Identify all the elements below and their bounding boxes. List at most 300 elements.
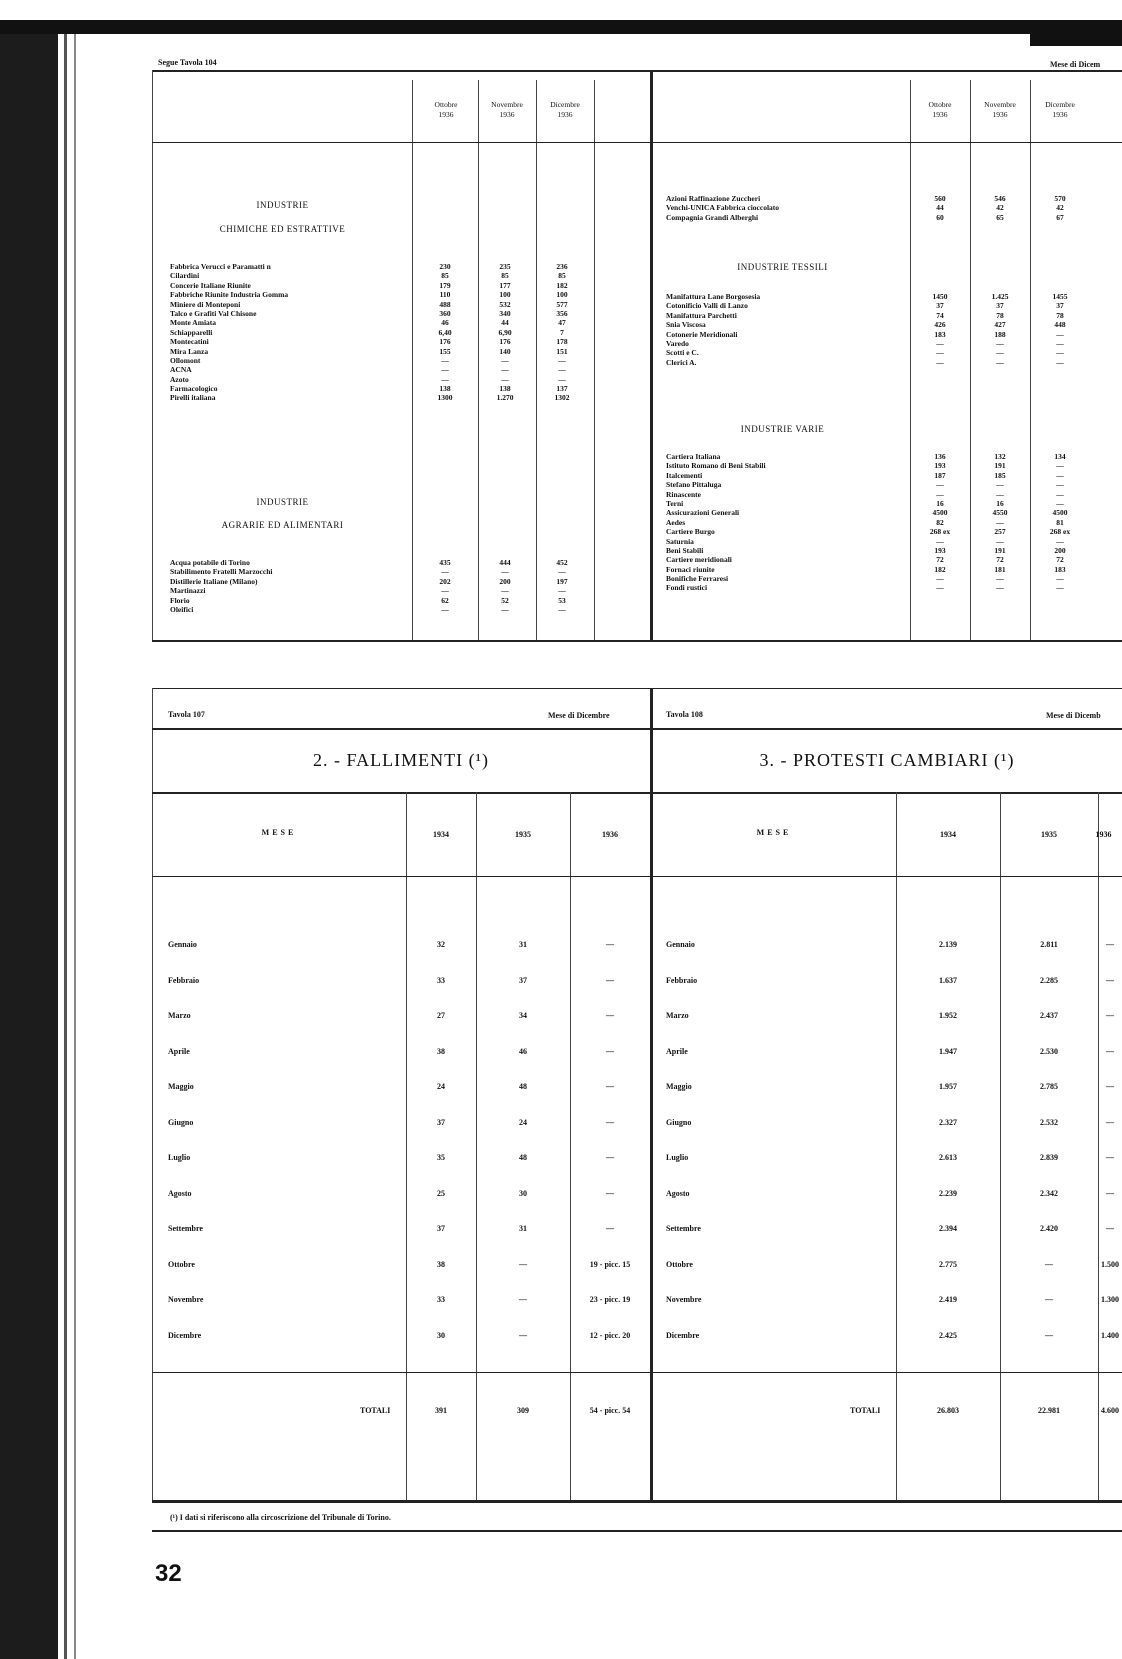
row-value: 138	[439, 384, 451, 394]
row-value: 181	[994, 564, 1006, 574]
row-value: 188	[994, 329, 1006, 339]
month-value: 34	[519, 1011, 527, 1020]
month-label: Dicembre	[666, 1330, 700, 1340]
row-value: —	[996, 536, 1004, 546]
fallimenti-col-mese: MESE	[261, 828, 297, 837]
month-value: —	[606, 940, 614, 949]
row-label: Florio	[170, 595, 190, 605]
table-row	[666, 537, 1106, 546]
fallimenti-year-1934: 1934	[433, 830, 449, 839]
row-value: 182	[556, 280, 568, 290]
row-value: —	[936, 480, 944, 490]
row-value: 268 ex	[929, 527, 951, 537]
row-label: Fabbrica Verucci e Paramatti n	[170, 262, 271, 271]
row-label: Mira Lanza	[170, 346, 209, 356]
row-value: 4500	[1052, 508, 1068, 518]
row-value: 452	[556, 558, 568, 567]
table-row	[170, 281, 590, 290]
row-value: 193	[934, 545, 946, 555]
row-value: 200	[499, 576, 511, 586]
month-value: 24	[437, 1082, 445, 1091]
row-value: 532	[499, 299, 511, 309]
footnote: (¹) I dati si riferiscono alla circoscrizione del Tribunale di Torino.	[170, 1513, 391, 1522]
month-value: 1.952	[939, 1011, 957, 1020]
table-row	[666, 574, 1106, 583]
row-label: Stefano Pittaluga	[666, 480, 722, 490]
month-label: Agosto	[168, 1188, 192, 1198]
row-value: 44	[936, 203, 944, 213]
table-row	[170, 356, 590, 365]
month-value: —	[519, 1330, 527, 1340]
table-row	[666, 471, 1106, 480]
row-value: 1.425	[991, 292, 1009, 301]
tessili-list	[666, 292, 1106, 367]
month-value: 1.947	[939, 1046, 957, 1056]
month-value: —	[1045, 1295, 1053, 1304]
table-row	[170, 365, 590, 374]
month-value: 35	[437, 1153, 445, 1162]
row-value: 155	[439, 346, 451, 356]
row-label: Azioni Raffinazione Zuccheri	[666, 194, 761, 203]
fallimenti-total-1935: 309	[517, 1406, 529, 1415]
row-value: —	[441, 586, 449, 596]
month-value: 2.139	[939, 940, 957, 949]
row-value: 72	[996, 555, 1004, 565]
row-value: 236	[556, 262, 568, 271]
top-border-right	[1030, 20, 1122, 46]
section-title: INDUSTRIE	[256, 200, 309, 210]
row-value: 577	[556, 299, 568, 309]
protesti-total-1936: 4.600	[1101, 1406, 1119, 1415]
left-rule-thin	[74, 34, 76, 1659]
row-value: —	[558, 355, 566, 365]
lower-top-rule	[152, 688, 1122, 689]
protesti-col-mese: MESE	[756, 828, 792, 837]
month-label: Maggio	[666, 1082, 692, 1091]
row-value: 67	[1056, 212, 1064, 222]
varie-list	[666, 452, 1106, 593]
row-value: —	[996, 574, 1004, 584]
month-value: 2.613	[939, 1153, 957, 1162]
table-row	[170, 262, 590, 271]
row-label: Fondi rustici	[666, 583, 708, 593]
month-value: —	[1106, 975, 1114, 985]
month-value: 1.957	[939, 1082, 957, 1091]
row-value: 185	[994, 470, 1006, 480]
row-label: Cotonerie Meridionali	[666, 329, 738, 339]
month-label: Marzo	[666, 1011, 689, 1020]
section-title: INDUSTRIE	[256, 497, 309, 507]
table-row	[170, 337, 590, 346]
row-value: —	[501, 567, 509, 577]
month-value: —	[1045, 1330, 1053, 1340]
row-value: 546	[994, 194, 1006, 203]
fallimenti-year-1935: 1935	[515, 830, 531, 839]
row-value: —	[441, 374, 449, 384]
table-row	[666, 461, 1106, 470]
section-title: INDUSTRIE TESSILI	[737, 262, 828, 272]
table-row	[666, 480, 1106, 489]
row-value: —	[501, 374, 509, 384]
row-value: 52	[501, 595, 509, 605]
row-label: Snia Viscosa	[666, 320, 706, 330]
month-value: 48	[519, 1153, 527, 1162]
row-value: 81	[1056, 517, 1064, 527]
month-value: —	[606, 1046, 614, 1056]
row-value: 570	[1054, 194, 1066, 203]
row-label: Cilardini	[170, 271, 200, 281]
row-label: Saturnia	[666, 536, 694, 546]
row-value: 137	[556, 384, 568, 394]
month-label: Aprile	[168, 1046, 190, 1056]
row-value: 444	[499, 558, 511, 567]
table-row	[666, 292, 1106, 301]
row-label: Manifattura Parchetti	[666, 310, 737, 320]
table-row	[666, 546, 1106, 555]
tavola-107: Tavola 107	[168, 710, 205, 719]
row-value: 191	[994, 545, 1006, 555]
month-value: —	[606, 1224, 614, 1233]
row-value: —	[1056, 574, 1064, 584]
month-value: —	[519, 1259, 527, 1269]
table-row	[170, 271, 590, 280]
bottom-rule	[152, 1500, 1122, 1503]
table-row	[170, 328, 590, 337]
row-value: 42	[1056, 203, 1064, 213]
row-value: 140	[499, 346, 511, 356]
row-label: ACNA	[170, 365, 192, 375]
row-value: 6,40	[438, 327, 452, 337]
table-row	[666, 320, 1106, 329]
row-value: 100	[556, 290, 568, 300]
month-label: Settembre	[666, 1224, 701, 1233]
row-label: Talco e Grafiti Val Chisone	[170, 308, 257, 318]
table-row	[666, 203, 1106, 212]
row-value: —	[996, 348, 1004, 358]
row-value: 435	[439, 558, 451, 567]
month-value: 38	[437, 1046, 445, 1056]
month-value: 30	[437, 1330, 445, 1340]
row-value: —	[441, 604, 449, 614]
month-value: 2.839	[1040, 1153, 1058, 1162]
row-label: Cotonificio Valli di Lanzo	[666, 301, 748, 311]
month-value: 37	[437, 1117, 445, 1127]
lower-middle-divider	[650, 688, 653, 1503]
row-value: —	[1056, 357, 1064, 367]
row-value: —	[558, 586, 566, 596]
protesti-year-1935: 1935	[1041, 830, 1057, 839]
row-label: Distillerie Italiane (Milano)	[170, 576, 258, 586]
month-value: 37	[519, 975, 527, 985]
fallimenti-year-1936: 1936	[602, 830, 618, 839]
row-value: 4500	[932, 508, 948, 518]
row-value: —	[441, 355, 449, 365]
row-value: 16	[936, 498, 944, 508]
row-value: —	[501, 355, 509, 365]
year-header-rule	[152, 876, 1122, 877]
month-value: 2.775	[939, 1259, 957, 1269]
row-label: Miniere di Monteponi	[170, 299, 241, 309]
header-left: Segue Tavola 104	[158, 58, 217, 67]
month-value: 23 - picc. 19	[589, 1295, 631, 1304]
ul-col-1: Ottobre 1936	[434, 100, 458, 119]
row-value: 202	[439, 576, 451, 586]
row-value: —	[1056, 329, 1064, 339]
row-label: Scotti e C.	[666, 348, 699, 358]
month-label: Ottobre	[168, 1259, 195, 1269]
row-value: 46	[441, 318, 449, 328]
row-value: —	[936, 357, 944, 367]
row-value: 257	[994, 527, 1006, 537]
row-value: 340	[499, 308, 511, 318]
row-value: 6,90	[498, 327, 512, 337]
row-value: 360	[439, 308, 451, 318]
month-value: 30	[519, 1188, 527, 1198]
row-value: —	[1056, 461, 1064, 471]
section-title: INDUSTRIE VARIE	[740, 424, 825, 434]
row-value: 44	[501, 318, 509, 328]
row-value: 42	[996, 203, 1004, 213]
month-label: Aprile	[666, 1046, 688, 1056]
row-value: 7	[560, 327, 564, 337]
row-label: Manifattura Lane Borgosesia	[666, 292, 761, 301]
upper-bottom-rule	[152, 640, 1122, 642]
row-value: —	[996, 480, 1004, 490]
row-value: —	[936, 574, 944, 584]
month-label: Gennaio	[666, 940, 695, 949]
table-row	[170, 375, 590, 384]
row-value: 427	[994, 320, 1006, 330]
col-sep	[1000, 792, 1001, 1503]
month-value: 2.394	[939, 1224, 957, 1233]
ul-col-2: Novembre 1936	[491, 100, 523, 119]
row-value: —	[1056, 536, 1064, 546]
row-value: —	[1056, 338, 1064, 348]
row-value: 182	[934, 564, 946, 574]
col-sep	[1098, 792, 1099, 1503]
month-value: 25	[437, 1188, 445, 1198]
table-row	[170, 567, 590, 576]
section-subtitle: CHIMICHE ED ESTRATTIVE	[219, 224, 346, 234]
row-value: —	[996, 489, 1004, 499]
row-value: 65	[996, 212, 1004, 222]
row-value: —	[936, 536, 944, 546]
row-value: 488	[439, 299, 451, 309]
row-label: Oleifici	[170, 604, 194, 614]
month-value: 1.400	[1101, 1330, 1119, 1340]
month-value: 2.342	[1040, 1188, 1058, 1198]
month-value: —	[1106, 1082, 1114, 1091]
tavola-108: Tavola 108	[666, 710, 703, 719]
col-sep	[476, 792, 477, 1503]
month-value: —	[1106, 940, 1114, 949]
month-label: Marzo	[168, 1011, 191, 1020]
month-value: —	[1106, 1188, 1114, 1198]
month-value: 37	[437, 1224, 445, 1233]
row-value: —	[558, 604, 566, 614]
row-value: 132	[994, 452, 1006, 461]
row-value: 183	[934, 329, 946, 339]
table-row	[666, 452, 1106, 461]
row-value: —	[996, 338, 1004, 348]
month-value: —	[606, 975, 614, 985]
table-row	[666, 311, 1106, 320]
row-label: Rinascente	[666, 489, 701, 499]
fallimenti-total-label: TOTALI	[360, 1406, 391, 1415]
protesti-year-1936: 1936	[1095, 830, 1112, 839]
left-binding-shadow	[0, 34, 58, 1659]
lower-left-border	[152, 688, 153, 1503]
month-value: 2.239	[939, 1188, 957, 1198]
table-row	[170, 577, 590, 586]
row-label: Aedes	[666, 517, 686, 527]
row-label: Martinazzi	[170, 586, 206, 596]
table-row	[666, 348, 1106, 357]
month-value: 24	[519, 1117, 527, 1127]
ur-col-2: Novembre 1936	[984, 100, 1016, 119]
row-label: Assicurazioni Generali	[666, 508, 740, 518]
month-value: —	[1106, 1117, 1114, 1127]
table-row	[666, 339, 1106, 348]
month-value: 2.285	[1040, 975, 1058, 985]
row-value: 1302	[554, 393, 570, 403]
table-row	[170, 596, 590, 605]
month-value: 2.785	[1040, 1082, 1058, 1091]
month-value: 31	[519, 1224, 527, 1233]
row-value: 178	[556, 337, 568, 347]
row-value: 151	[556, 346, 568, 356]
month-value: 1.300	[1101, 1295, 1119, 1304]
table-row	[666, 194, 1106, 203]
row-label: Concerie Italiane Riunite	[170, 280, 251, 290]
month-label: Febbraio	[168, 975, 200, 985]
row-label: Schiapparelli	[170, 327, 213, 337]
row-value: 183	[1054, 564, 1066, 574]
table-row	[170, 558, 590, 567]
month-value: 12 - picc. 20	[589, 1330, 631, 1340]
alimentari-list	[666, 194, 1106, 222]
row-value: 16	[996, 498, 1004, 508]
month-value: —	[1045, 1259, 1053, 1269]
row-value: 82	[936, 517, 944, 527]
left-rule	[64, 34, 67, 1659]
row-value: 235	[499, 262, 511, 271]
fallimenti-total-1936: 54 - picc. 54	[589, 1406, 631, 1415]
row-value: —	[936, 489, 944, 499]
row-value: 136	[934, 452, 946, 461]
month-label: Settembre	[168, 1224, 203, 1233]
table-row	[666, 527, 1106, 536]
row-value: 268 ex	[1049, 527, 1071, 537]
row-value: 37	[1056, 301, 1064, 311]
footnote-rule	[152, 1530, 1122, 1532]
table-row	[170, 586, 590, 595]
row-value: 60	[936, 212, 944, 222]
row-value: —	[1056, 498, 1064, 508]
row-value: 1450	[932, 292, 948, 301]
row-label: Ollomont	[170, 355, 201, 365]
table-row	[170, 605, 590, 614]
page-number: 32	[155, 1560, 182, 1587]
row-label: Fornaci riunite	[666, 564, 715, 574]
row-value: 193	[934, 461, 946, 471]
row-label: Farmacologico	[170, 384, 218, 394]
month-label: Luglio	[168, 1153, 191, 1162]
month-label: Luglio	[666, 1153, 689, 1162]
table-row	[666, 555, 1106, 564]
row-value: 197	[556, 576, 568, 586]
row-value: —	[1056, 489, 1064, 499]
row-value: 53	[558, 595, 566, 605]
row-label: Varedo	[666, 338, 689, 348]
col-sep	[570, 792, 571, 1503]
month-label: Febbraio	[666, 975, 698, 985]
month-value: 38	[437, 1259, 445, 1269]
row-value: 1.270	[496, 393, 514, 403]
row-label: Cartiera Italiana	[666, 452, 721, 461]
ur-col-3: Dicembre 1936	[1045, 100, 1075, 119]
row-value: —	[558, 365, 566, 375]
month-label: Dicembre	[168, 1330, 202, 1340]
month-label: Maggio	[168, 1082, 194, 1091]
month-value: 2.532	[1040, 1117, 1058, 1127]
row-value: 37	[996, 301, 1004, 311]
month-value: 2.437	[1040, 1011, 1058, 1020]
table-row	[170, 318, 590, 327]
table-row	[170, 347, 590, 356]
month-value: 27	[437, 1011, 445, 1020]
table-row	[170, 290, 590, 299]
month-label: Novembre	[168, 1295, 204, 1304]
row-value: 176	[499, 337, 511, 347]
month-value: —	[1106, 1011, 1114, 1020]
fallimenti-mese-label: Mese di Dicembre	[548, 711, 610, 720]
protesti-title: 3. - PROTESTI CAMBIARI (¹)	[759, 750, 1015, 770]
row-value: —	[1056, 480, 1064, 490]
row-label: Pirelli italiana	[170, 393, 216, 403]
row-value: 1455	[1052, 292, 1068, 301]
month-value: 19 - picc. 15	[589, 1259, 631, 1269]
month-value: —	[1106, 1224, 1114, 1233]
month-value: —	[1106, 1153, 1114, 1162]
row-value: —	[996, 357, 1004, 367]
month-label: Giugno	[666, 1117, 692, 1127]
total-rule	[152, 1372, 1122, 1373]
row-value: —	[441, 567, 449, 577]
row-value: —	[1056, 470, 1064, 480]
row-value: 37	[936, 301, 944, 311]
row-value: —	[936, 583, 944, 593]
month-value: 46	[519, 1046, 527, 1056]
row-label: Stabilimento Fratelli Marzocchi	[170, 567, 273, 577]
month-value: 2.530	[1040, 1046, 1058, 1056]
header-rule	[152, 70, 1122, 72]
title-top-rule	[152, 728, 1122, 730]
row-label: Clerici A.	[666, 357, 697, 367]
upper-left-border	[152, 70, 153, 640]
table-row	[666, 565, 1106, 574]
table-row	[666, 518, 1106, 527]
row-value: 448	[1054, 320, 1066, 330]
row-value: 176	[439, 337, 451, 347]
row-label: Terni	[666, 498, 684, 508]
row-value: 200	[1054, 545, 1066, 555]
month-value: 2.327	[939, 1117, 957, 1127]
row-label: Montecatini	[170, 337, 209, 347]
ul-col-3: Dicembre 1936	[550, 100, 580, 119]
row-value: —	[996, 517, 1004, 527]
row-value: 356	[556, 308, 568, 318]
